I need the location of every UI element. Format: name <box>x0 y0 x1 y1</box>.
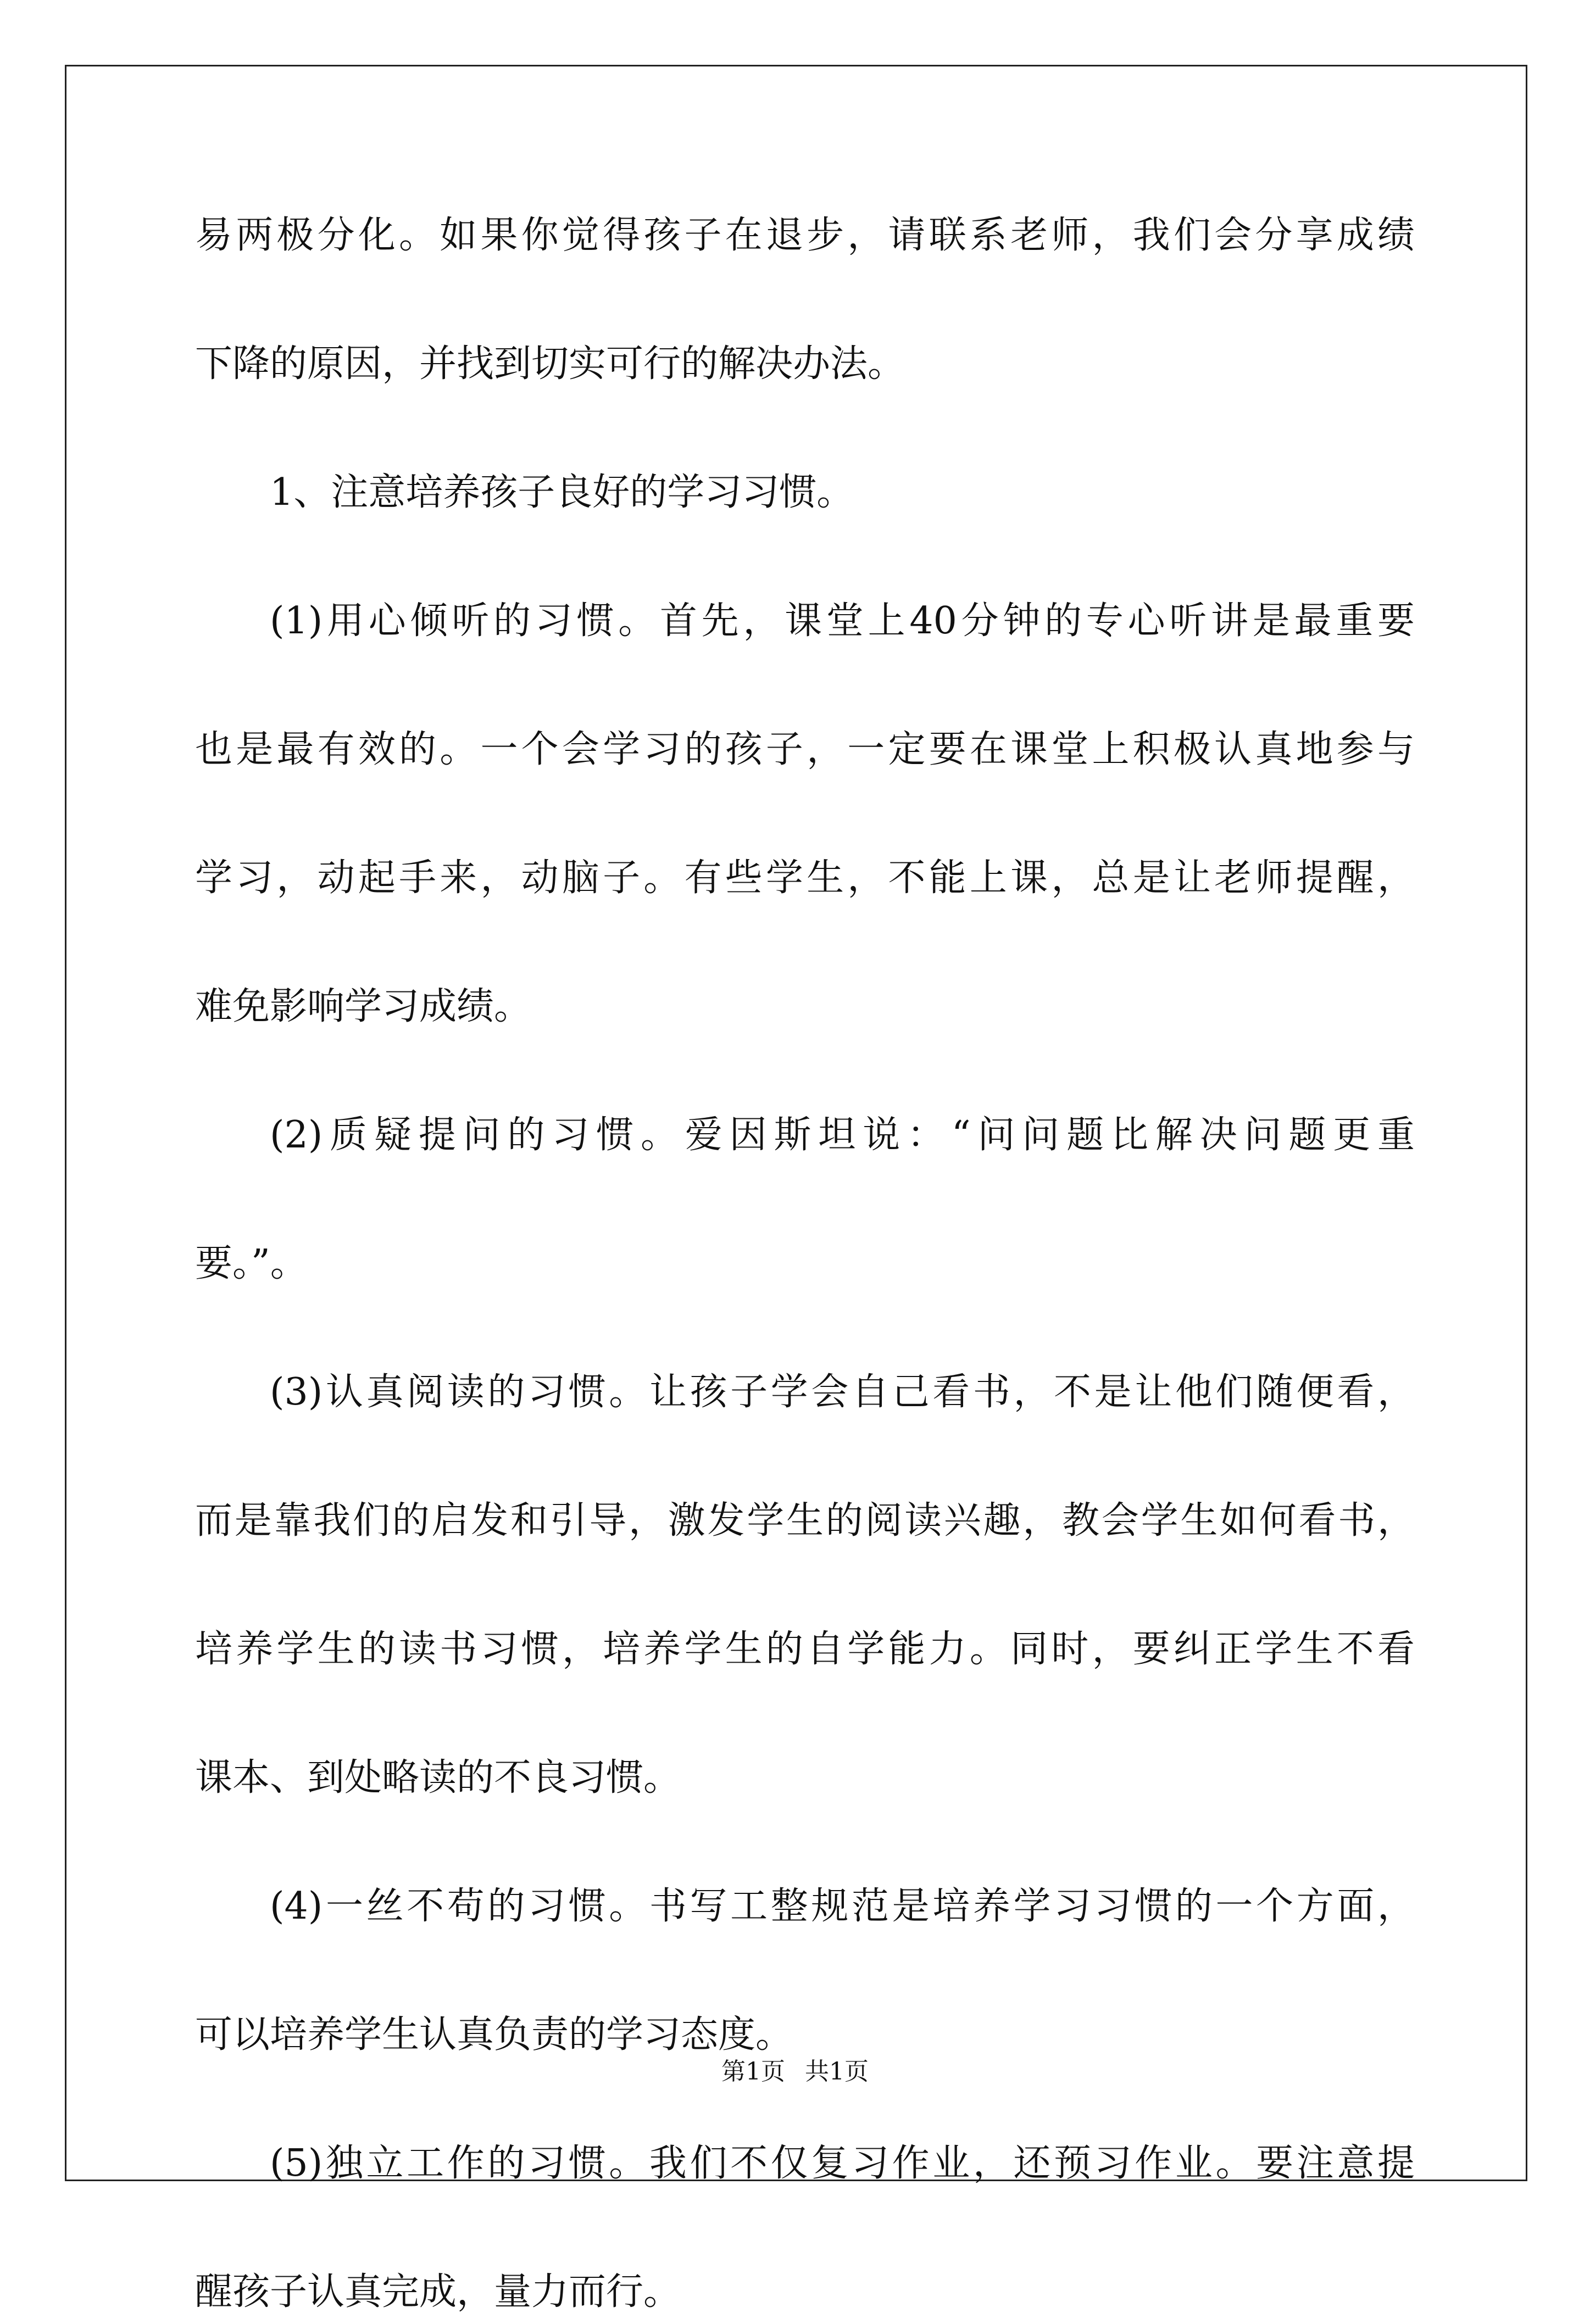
text-line: (3)认真阅读的习惯。让孩子学会自己看书，不是让他们随便看， <box>270 1370 1415 1414</box>
paragraph <box>195 1360 1415 1810</box>
paragraph <box>195 1874 1415 2067</box>
line-gap <box>195 1681 1415 1746</box>
paragraph-gap <box>195 1039 1415 1103</box>
paragraph <box>195 589 1415 1039</box>
line-gap <box>195 782 1415 846</box>
line-gap <box>195 1938 1415 2003</box>
text-line: 培养学生的读书习惯，培养学生的自学能力。同时，要纠正学生不看 <box>195 1628 1415 1671</box>
text-line: (1)用心倾听的习惯。首先，课堂上40分钟的专心听讲是最重要 <box>270 599 1415 643</box>
page-footer <box>0 2055 1590 2088</box>
text-line: 要。”。 <box>195 1242 308 1285</box>
document-body <box>195 203 1415 2324</box>
line-gap <box>195 1553 1415 1617</box>
text-line: 而是靠我们的启发和引导，激发学生的阅读兴趣，教会学生如何看书， <box>195 1499 1415 1542</box>
line-gap <box>195 910 1415 974</box>
text-line: 易两极分化。如果你觉得孩子在退步，请联系老师，我们会分享成绩 <box>195 214 1415 257</box>
text-line: (4)一丝不苟的习惯。书写工整规范是培养学习习惯的一个方面， <box>270 1885 1415 1928</box>
line-gap <box>195 1424 1415 1489</box>
text-line: 下降的原因，并找到切实可行的解决办法。 <box>195 342 905 386</box>
text-line: (2)质疑提问的习惯。爱因斯坦说：“问问题比解决问题更重 <box>270 1113 1415 1157</box>
paragraph <box>195 1103 1415 1296</box>
text-line: 学习，动起手来，动脑子。有些学生，不能上课，总是让老师提醒， <box>195 856 1415 900</box>
line-gap <box>195 2195 1415 2260</box>
text-line: 可以培养学生认真负责的学习态度。 <box>195 2013 793 2057</box>
line-gap <box>195 267 1415 332</box>
paragraph <box>195 460 1415 525</box>
paragraph <box>195 2131 1415 2324</box>
text-line: 1、注意培养孩子良好的学习习惯。 <box>270 471 854 514</box>
page-number: 第1页 <box>721 2058 785 2086</box>
paragraph-gap <box>195 1296 1415 1360</box>
paragraph-gap <box>195 396 1415 460</box>
paragraph-gap <box>195 525 1415 589</box>
text-line: 难免影响学习成绩。 <box>195 985 532 1028</box>
text-line: (5)独立工作的习惯。我们不仅复习作业，还预习作业。要注意提 <box>270 2142 1415 2185</box>
text-line: 课本、到处略读的不良习惯。 <box>195 1756 681 1799</box>
line-gap <box>195 653 1415 717</box>
line-gap <box>195 1167 1415 1231</box>
text-line: 也是最有效的。一个会学习的孩子，一定要在课堂上积极认真地参与 <box>195 728 1415 771</box>
page-count: 共1页 <box>805 2058 869 2086</box>
text-line: 醒孩子认真完成，量力而行。 <box>195 2270 681 2314</box>
paragraph <box>195 203 1415 396</box>
paragraph-gap <box>195 1810 1415 1874</box>
